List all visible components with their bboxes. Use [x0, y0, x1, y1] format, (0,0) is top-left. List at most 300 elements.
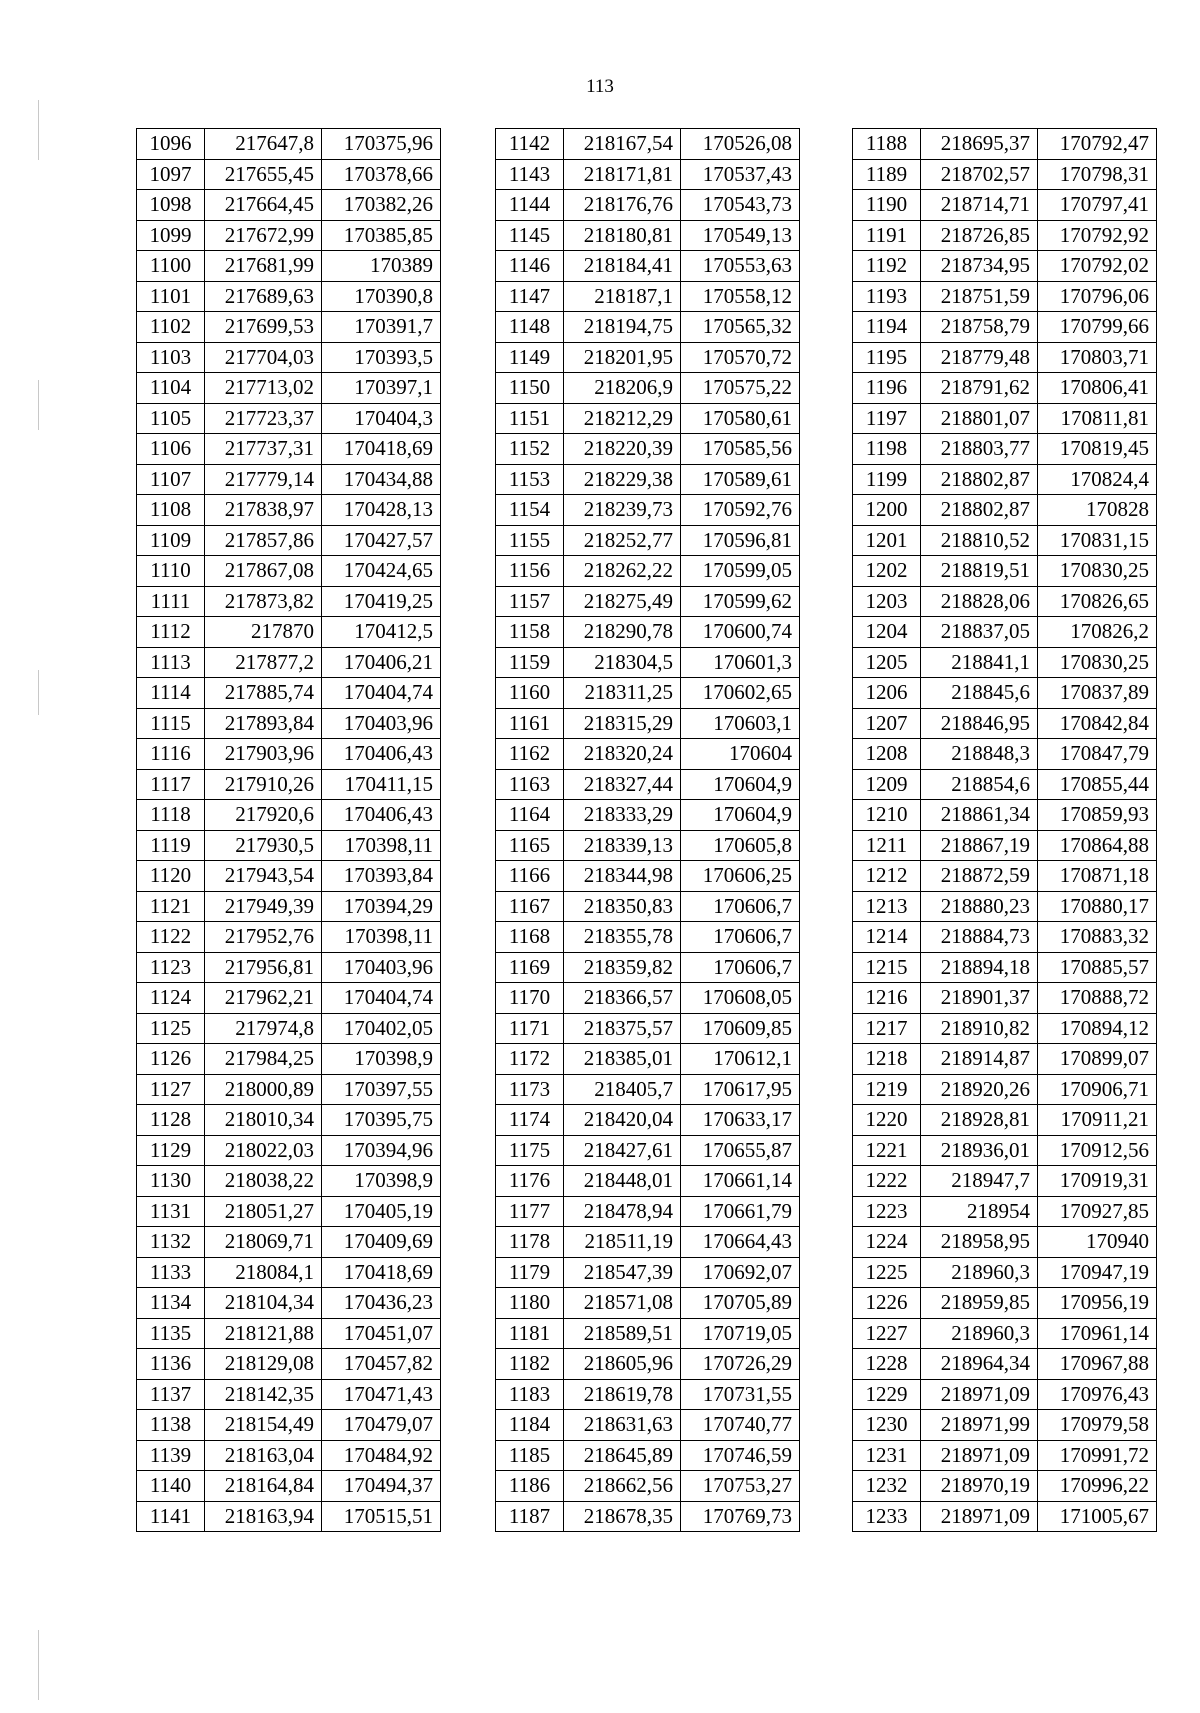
y-coordinate-cell: 170402,05 [322, 1013, 441, 1044]
x-coordinate-cell: 218971,09 [921, 1379, 1038, 1410]
point-number-cell: 1108 [137, 495, 205, 526]
x-coordinate-cell: 218000,89 [205, 1074, 322, 1105]
page-number: 113 [586, 76, 614, 97]
x-coordinate-cell: 217867,08 [205, 556, 322, 587]
x-coordinate-cell: 218304,5 [564, 647, 681, 678]
table-row [137, 403, 441, 434]
table-row [496, 739, 800, 770]
point-number-cell: 1171 [496, 1013, 564, 1044]
y-coordinate-cell: 170991,72 [1038, 1440, 1157, 1471]
y-coordinate-cell: 170871,18 [1038, 861, 1157, 892]
table-row [853, 373, 1157, 404]
y-coordinate-cell: 170436,23 [322, 1288, 441, 1319]
y-coordinate-cell: 170753,27 [681, 1471, 800, 1502]
x-coordinate-cell: 218954 [921, 1196, 1038, 1227]
point-number-cell: 1213 [853, 891, 921, 922]
y-coordinate-cell: 170855,44 [1038, 769, 1157, 800]
x-coordinate-cell: 217647,8 [205, 129, 322, 160]
point-number-cell: 1128 [137, 1105, 205, 1136]
table-row [496, 952, 800, 983]
point-number-cell: 1164 [496, 800, 564, 831]
table-row [853, 1044, 1157, 1075]
x-coordinate-cell: 218848,3 [921, 739, 1038, 770]
x-coordinate-cell: 218385,01 [564, 1044, 681, 1075]
y-coordinate-cell: 170393,84 [322, 861, 441, 892]
point-number-cell: 1184 [496, 1410, 564, 1441]
point-number-cell: 1211 [853, 830, 921, 861]
point-number-cell: 1116 [137, 739, 205, 770]
x-coordinate-cell: 218163,04 [205, 1440, 322, 1471]
table-row [496, 708, 800, 739]
table-row [137, 129, 441, 160]
table-row [496, 220, 800, 251]
x-coordinate-cell: 217943,54 [205, 861, 322, 892]
point-number-cell: 1221 [853, 1135, 921, 1166]
table-row [496, 373, 800, 404]
y-coordinate-cell: 170919,31 [1038, 1166, 1157, 1197]
y-coordinate-cell: 170661,79 [681, 1196, 800, 1227]
x-coordinate-cell: 218971,09 [921, 1440, 1038, 1471]
x-coordinate-cell: 218910,82 [921, 1013, 1038, 1044]
point-number-cell: 1230 [853, 1410, 921, 1441]
point-number-cell: 1201 [853, 525, 921, 556]
y-coordinate-cell: 170606,7 [681, 891, 800, 922]
point-number-cell: 1179 [496, 1257, 564, 1288]
point-number-cell: 1199 [853, 464, 921, 495]
point-number-cell: 1144 [496, 190, 564, 221]
point-number-cell: 1155 [496, 525, 564, 556]
point-number-cell: 1168 [496, 922, 564, 953]
point-number-cell: 1215 [853, 952, 921, 983]
point-number-cell: 1174 [496, 1105, 564, 1136]
x-coordinate-cell: 218038,22 [205, 1166, 322, 1197]
point-number-cell: 1099 [137, 220, 205, 251]
y-coordinate-cell: 170395,75 [322, 1105, 441, 1136]
point-number-cell: 1097 [137, 159, 205, 190]
table-row [137, 647, 441, 678]
point-number-cell: 1222 [853, 1166, 921, 1197]
x-coordinate-cell: 218872,59 [921, 861, 1038, 892]
x-coordinate-cell: 218350,83 [564, 891, 681, 922]
x-coordinate-cell: 218571,08 [564, 1288, 681, 1319]
point-number-cell: 1154 [496, 495, 564, 526]
table-row [853, 190, 1157, 221]
table-row [496, 830, 800, 861]
x-coordinate-cell: 218801,07 [921, 403, 1038, 434]
y-coordinate-cell: 170592,76 [681, 495, 800, 526]
point-number-cell: 1204 [853, 617, 921, 648]
table-row [496, 1135, 800, 1166]
x-coordinate-cell: 218084,1 [205, 1257, 322, 1288]
y-coordinate-cell: 170719,05 [681, 1318, 800, 1349]
table-row [137, 190, 441, 221]
y-coordinate-cell: 170600,74 [681, 617, 800, 648]
point-number-cell: 1212 [853, 861, 921, 892]
table-row [137, 1105, 441, 1136]
coordinates-table-2 [495, 128, 800, 1532]
point-number-cell: 1113 [137, 647, 205, 678]
table-row [853, 281, 1157, 312]
table-row [137, 525, 441, 556]
table-row [496, 342, 800, 373]
x-coordinate-cell: 218802,87 [921, 495, 1038, 526]
table-row [853, 495, 1157, 526]
y-coordinate-cell: 170799,66 [1038, 312, 1157, 343]
table-row [853, 708, 1157, 739]
y-coordinate-cell: 170596,81 [681, 525, 800, 556]
table-row [137, 159, 441, 190]
x-coordinate-cell: 218184,41 [564, 251, 681, 282]
x-coordinate-cell: 218589,51 [564, 1318, 681, 1349]
x-coordinate-cell: 218837,05 [921, 617, 1038, 648]
x-coordinate-cell: 218154,49 [205, 1410, 322, 1441]
y-coordinate-cell: 170797,41 [1038, 190, 1157, 221]
table-row [853, 434, 1157, 465]
x-coordinate-cell: 218928,81 [921, 1105, 1038, 1136]
y-coordinate-cell: 170397,55 [322, 1074, 441, 1105]
x-coordinate-cell: 218845,6 [921, 678, 1038, 709]
y-coordinate-cell: 170424,65 [322, 556, 441, 587]
y-coordinate-cell: 170605,8 [681, 830, 800, 861]
table-row [853, 891, 1157, 922]
y-coordinate-cell: 170606,7 [681, 952, 800, 983]
table-row [853, 1257, 1157, 1288]
point-number-cell: 1175 [496, 1135, 564, 1166]
point-number-cell: 1192 [853, 251, 921, 282]
point-number-cell: 1170 [496, 983, 564, 1014]
y-coordinate-cell: 170398,11 [322, 922, 441, 953]
table-row [137, 1318, 441, 1349]
x-coordinate-cell: 218854,6 [921, 769, 1038, 800]
x-coordinate-cell: 217838,97 [205, 495, 322, 526]
y-coordinate-cell: 170411,15 [322, 769, 441, 800]
table-row [496, 281, 800, 312]
table-row [853, 1440, 1157, 1471]
y-coordinate-cell: 170479,07 [322, 1410, 441, 1441]
y-coordinate-cell: 170604,9 [681, 769, 800, 800]
point-number-cell: 1127 [137, 1074, 205, 1105]
table-row [137, 1044, 441, 1075]
y-coordinate-cell: 170604,9 [681, 800, 800, 831]
x-coordinate-cell: 218920,26 [921, 1074, 1038, 1105]
y-coordinate-cell: 170494,37 [322, 1471, 441, 1502]
table-row [853, 1135, 1157, 1166]
table-row [853, 1074, 1157, 1105]
table-row [496, 1105, 800, 1136]
table-row [853, 800, 1157, 831]
y-coordinate-cell: 170746,59 [681, 1440, 800, 1471]
table-row [496, 1410, 800, 1441]
table-row [853, 952, 1157, 983]
y-coordinate-cell: 170847,79 [1038, 739, 1157, 770]
table-row [853, 1318, 1157, 1349]
y-coordinate-cell: 170819,45 [1038, 434, 1157, 465]
point-number-cell: 1157 [496, 586, 564, 617]
point-number-cell: 1153 [496, 464, 564, 495]
x-coordinate-cell: 218375,57 [564, 1013, 681, 1044]
y-coordinate-cell: 170391,7 [322, 312, 441, 343]
x-coordinate-cell: 218867,19 [921, 830, 1038, 861]
point-number-cell: 1138 [137, 1410, 205, 1441]
table-row [496, 190, 800, 221]
x-coordinate-cell: 218894,18 [921, 952, 1038, 983]
table-row [137, 220, 441, 251]
x-coordinate-cell: 218605,96 [564, 1349, 681, 1380]
y-coordinate-cell: 170740,77 [681, 1410, 800, 1441]
table-row [853, 403, 1157, 434]
x-coordinate-cell: 218841,1 [921, 647, 1038, 678]
table-row [853, 586, 1157, 617]
table-row [496, 129, 800, 160]
x-coordinate-cell: 218176,76 [564, 190, 681, 221]
x-coordinate-cell: 218970,19 [921, 1471, 1038, 1502]
x-coordinate-cell: 217857,86 [205, 525, 322, 556]
point-number-cell: 1200 [853, 495, 921, 526]
y-coordinate-cell: 170842,84 [1038, 708, 1157, 739]
table-row [137, 983, 441, 1014]
y-coordinate-cell: 170947,19 [1038, 1257, 1157, 1288]
point-number-cell: 1130 [137, 1166, 205, 1197]
x-coordinate-cell: 218355,78 [564, 922, 681, 953]
point-number-cell: 1223 [853, 1196, 921, 1227]
point-number-cell: 1219 [853, 1074, 921, 1105]
y-coordinate-cell: 170612,1 [681, 1044, 800, 1075]
table-row [496, 647, 800, 678]
y-coordinate-cell: 170404,3 [322, 403, 441, 434]
table-row [137, 739, 441, 770]
x-coordinate-cell: 218914,87 [921, 1044, 1038, 1075]
table-row [496, 586, 800, 617]
table-row [853, 739, 1157, 770]
table-row [137, 891, 441, 922]
table-row [496, 1166, 800, 1197]
y-coordinate-cell: 170617,95 [681, 1074, 800, 1105]
y-coordinate-cell: 170996,22 [1038, 1471, 1157, 1502]
x-coordinate-cell: 218220,39 [564, 434, 681, 465]
x-coordinate-cell: 218960,3 [921, 1318, 1038, 1349]
x-coordinate-cell: 218758,79 [921, 312, 1038, 343]
x-coordinate-cell: 218212,29 [564, 403, 681, 434]
y-coordinate-cell: 170792,47 [1038, 129, 1157, 160]
x-coordinate-cell: 218947,7 [921, 1166, 1038, 1197]
x-coordinate-cell: 218010,34 [205, 1105, 322, 1136]
y-coordinate-cell: 170705,89 [681, 1288, 800, 1319]
point-number-cell: 1147 [496, 281, 564, 312]
x-coordinate-cell: 218726,85 [921, 220, 1038, 251]
point-number-cell: 1232 [853, 1471, 921, 1502]
table-row [853, 1471, 1157, 1502]
x-coordinate-cell: 217870 [205, 617, 322, 648]
point-number-cell: 1114 [137, 678, 205, 709]
y-coordinate-cell: 170880,17 [1038, 891, 1157, 922]
x-coordinate-cell: 218828,06 [921, 586, 1038, 617]
x-coordinate-cell: 218662,56 [564, 1471, 681, 1502]
y-coordinate-cell: 170830,25 [1038, 647, 1157, 678]
point-number-cell: 1224 [853, 1227, 921, 1258]
x-coordinate-cell: 217930,5 [205, 830, 322, 861]
point-number-cell: 1098 [137, 190, 205, 221]
y-coordinate-cell: 170575,22 [681, 373, 800, 404]
x-coordinate-cell: 218339,13 [564, 830, 681, 861]
x-coordinate-cell: 218810,52 [921, 525, 1038, 556]
y-coordinate-cell: 170419,25 [322, 586, 441, 617]
table-row [137, 1227, 441, 1258]
point-number-cell: 1111 [137, 586, 205, 617]
y-coordinate-cell: 170398,9 [322, 1044, 441, 1075]
x-coordinate-cell: 218069,71 [205, 1227, 322, 1258]
x-coordinate-cell: 217699,53 [205, 312, 322, 343]
point-number-cell: 1096 [137, 129, 205, 160]
x-coordinate-cell: 217962,21 [205, 983, 322, 1014]
y-coordinate-cell: 170608,05 [681, 983, 800, 1014]
x-coordinate-cell: 218201,95 [564, 342, 681, 373]
point-number-cell: 1227 [853, 1318, 921, 1349]
point-number-cell: 1151 [496, 403, 564, 434]
y-coordinate-cell: 170434,88 [322, 464, 441, 495]
point-number-cell: 1159 [496, 647, 564, 678]
x-coordinate-cell: 218779,48 [921, 342, 1038, 373]
y-coordinate-cell: 170604 [681, 739, 800, 770]
y-coordinate-cell: 170558,12 [681, 281, 800, 312]
point-number-cell: 1202 [853, 556, 921, 587]
table-row [496, 1074, 800, 1105]
point-number-cell: 1195 [853, 342, 921, 373]
y-coordinate-cell: 170769,73 [681, 1501, 800, 1532]
point-number-cell: 1112 [137, 617, 205, 648]
y-coordinate-cell: 170553,63 [681, 251, 800, 282]
point-number-cell: 1210 [853, 800, 921, 831]
point-number-cell: 1228 [853, 1349, 921, 1380]
x-coordinate-cell: 218333,29 [564, 800, 681, 831]
y-coordinate-cell: 170412,5 [322, 617, 441, 648]
x-coordinate-cell: 218714,71 [921, 190, 1038, 221]
point-number-cell: 1162 [496, 739, 564, 770]
table-row [853, 678, 1157, 709]
scan-margin-line [38, 670, 39, 715]
table-row [853, 342, 1157, 373]
table-row [137, 1257, 441, 1288]
y-coordinate-cell: 170404,74 [322, 983, 441, 1014]
point-number-cell: 1139 [137, 1440, 205, 1471]
y-coordinate-cell: 170404,74 [322, 678, 441, 709]
y-coordinate-cell: 170911,21 [1038, 1105, 1157, 1136]
point-number-cell: 1150 [496, 373, 564, 404]
table-row [496, 159, 800, 190]
table-row [137, 556, 441, 587]
x-coordinate-cell: 218448,01 [564, 1166, 681, 1197]
y-coordinate-cell: 170570,72 [681, 342, 800, 373]
point-number-cell: 1140 [137, 1471, 205, 1502]
y-coordinate-cell: 170543,73 [681, 190, 800, 221]
point-number-cell: 1126 [137, 1044, 205, 1075]
table-row [137, 1288, 441, 1319]
table-row [137, 1166, 441, 1197]
y-coordinate-cell: 170515,51 [322, 1501, 441, 1532]
point-number-cell: 1188 [853, 129, 921, 160]
point-number-cell: 1106 [137, 434, 205, 465]
y-coordinate-cell: 170803,71 [1038, 342, 1157, 373]
point-number-cell: 1207 [853, 708, 921, 739]
y-coordinate-cell: 171005,67 [1038, 1501, 1157, 1532]
y-coordinate-cell: 170830,25 [1038, 556, 1157, 587]
x-coordinate-cell: 218366,57 [564, 983, 681, 1014]
table-row [853, 1501, 1157, 1532]
x-coordinate-cell: 218959,85 [921, 1288, 1038, 1319]
y-coordinate-cell: 170398,11 [322, 830, 441, 861]
point-number-cell: 1216 [853, 983, 921, 1014]
point-number-cell: 1163 [496, 769, 564, 800]
x-coordinate-cell: 217885,74 [205, 678, 322, 709]
y-coordinate-cell: 170927,85 [1038, 1196, 1157, 1227]
x-coordinate-cell: 217920,6 [205, 800, 322, 831]
point-number-cell: 1233 [853, 1501, 921, 1532]
x-coordinate-cell: 217952,76 [205, 922, 322, 953]
x-coordinate-cell: 218631,63 [564, 1410, 681, 1441]
y-coordinate-cell: 170664,43 [681, 1227, 800, 1258]
y-coordinate-cell: 170912,56 [1038, 1135, 1157, 1166]
y-coordinate-cell: 170603,1 [681, 708, 800, 739]
point-number-cell: 1117 [137, 769, 205, 800]
y-coordinate-cell: 170405,19 [322, 1196, 441, 1227]
table-row [137, 281, 441, 312]
table-row [496, 525, 800, 556]
x-coordinate-cell: 217664,45 [205, 190, 322, 221]
x-coordinate-cell: 218051,27 [205, 1196, 322, 1227]
x-coordinate-cell: 218239,73 [564, 495, 681, 526]
y-coordinate-cell: 170599,05 [681, 556, 800, 587]
point-number-cell: 1209 [853, 769, 921, 800]
point-number-cell: 1160 [496, 678, 564, 709]
y-coordinate-cell: 170382,26 [322, 190, 441, 221]
y-coordinate-cell: 170451,07 [322, 1318, 441, 1349]
y-coordinate-cell: 170828 [1038, 495, 1157, 526]
table-row [496, 1288, 800, 1319]
table-row [496, 922, 800, 953]
y-coordinate-cell: 170826,65 [1038, 586, 1157, 617]
point-number-cell: 1206 [853, 678, 921, 709]
x-coordinate-cell: 218142,35 [205, 1379, 322, 1410]
point-number-cell: 1119 [137, 830, 205, 861]
table-row [496, 1227, 800, 1258]
table-row [853, 983, 1157, 1014]
x-coordinate-cell: 218971,09 [921, 1501, 1038, 1532]
table-row [853, 220, 1157, 251]
y-coordinate-cell: 170940 [1038, 1227, 1157, 1258]
table-row [137, 1379, 441, 1410]
x-coordinate-cell: 217689,63 [205, 281, 322, 312]
x-coordinate-cell: 218846,95 [921, 708, 1038, 739]
y-coordinate-cell: 170375,96 [322, 129, 441, 160]
point-number-cell: 1214 [853, 922, 921, 953]
point-number-cell: 1124 [137, 983, 205, 1014]
table-row [137, 678, 441, 709]
x-coordinate-cell: 218315,29 [564, 708, 681, 739]
table-row [496, 617, 800, 648]
table-row [496, 251, 800, 282]
table-row [137, 861, 441, 892]
y-coordinate-cell: 170826,2 [1038, 617, 1157, 648]
point-number-cell: 1109 [137, 525, 205, 556]
point-number-cell: 1118 [137, 800, 205, 831]
y-coordinate-cell: 170655,87 [681, 1135, 800, 1166]
y-coordinate-cell: 170389 [322, 251, 441, 282]
y-coordinate-cell: 170798,31 [1038, 159, 1157, 190]
point-number-cell: 1182 [496, 1349, 564, 1380]
x-coordinate-cell: 218344,98 [564, 861, 681, 892]
point-number-cell: 1137 [137, 1379, 205, 1410]
y-coordinate-cell: 170409,69 [322, 1227, 441, 1258]
point-number-cell: 1196 [853, 373, 921, 404]
